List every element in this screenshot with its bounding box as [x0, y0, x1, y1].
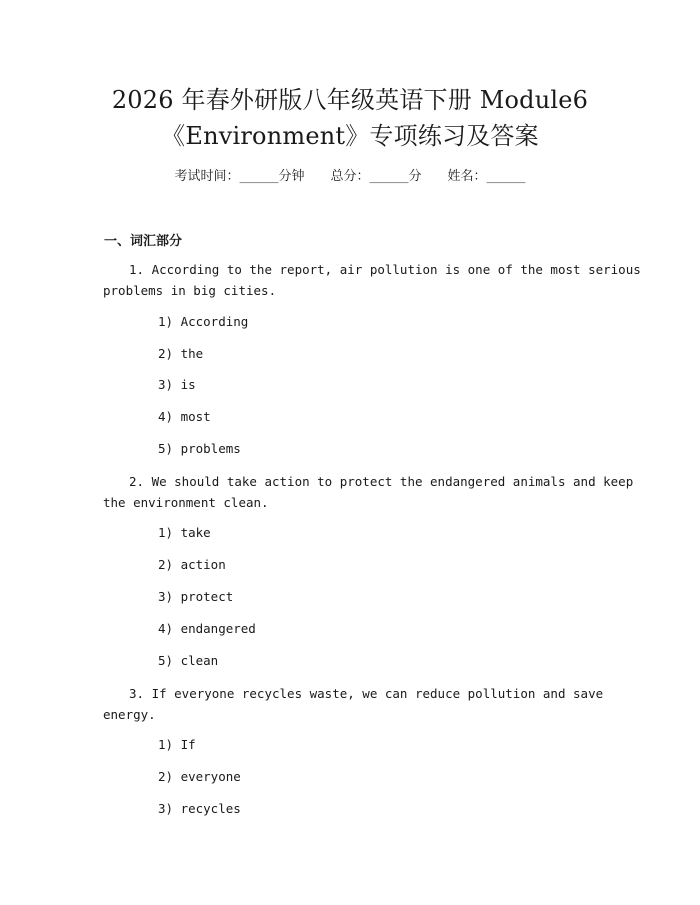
question-text: 1. According to the report, air pollution is one of the most serious — [129, 262, 641, 277]
exam-total-score: 总分：______分 — [330, 169, 422, 184]
exam-meta — [0, 168, 700, 186]
question-1 — [103, 259, 641, 301]
option-item: 4) most — [158, 409, 211, 424]
question-text-cont: the environment clean. — [103, 495, 269, 510]
question-text-cont: problems in big cities. — [103, 283, 277, 298]
option-item: 3) protect — [158, 589, 234, 604]
section-title: 一、词汇部分 — [104, 234, 183, 249]
question-text: 2. We should take action to protect the endangered animals and keep — [129, 474, 634, 489]
option-item: 1) According — [158, 314, 249, 329]
option-item: 2) the — [158, 346, 204, 361]
option-item: 1) take — [158, 525, 211, 540]
option-item: 4) endangered — [158, 621, 256, 636]
option-item: 3) recycles — [158, 801, 241, 816]
option-item: 3) is — [158, 377, 196, 392]
question-text-cont: energy. — [103, 707, 156, 722]
question-text: 3. If everyone recycles waste, we can reduce pollution and save — [129, 686, 604, 701]
exam-name: 姓名：______ — [447, 169, 526, 184]
question-3 — [103, 683, 603, 725]
page-title-line1: 2026 年春外研版八年级英语下册 Module6 — [111, 86, 589, 114]
page-title-line2: 《Environment》专项练习及答案 — [161, 122, 539, 150]
option-item: 2) everyone — [158, 769, 241, 784]
option-item: 5) problems — [158, 441, 241, 456]
option-item: 5) clean — [158, 653, 219, 668]
option-item: 1) If — [158, 737, 196, 752]
question-2 — [103, 471, 634, 513]
exam-time: 考试时间：______分钟 — [174, 169, 305, 184]
option-item: 2) action — [158, 557, 226, 572]
